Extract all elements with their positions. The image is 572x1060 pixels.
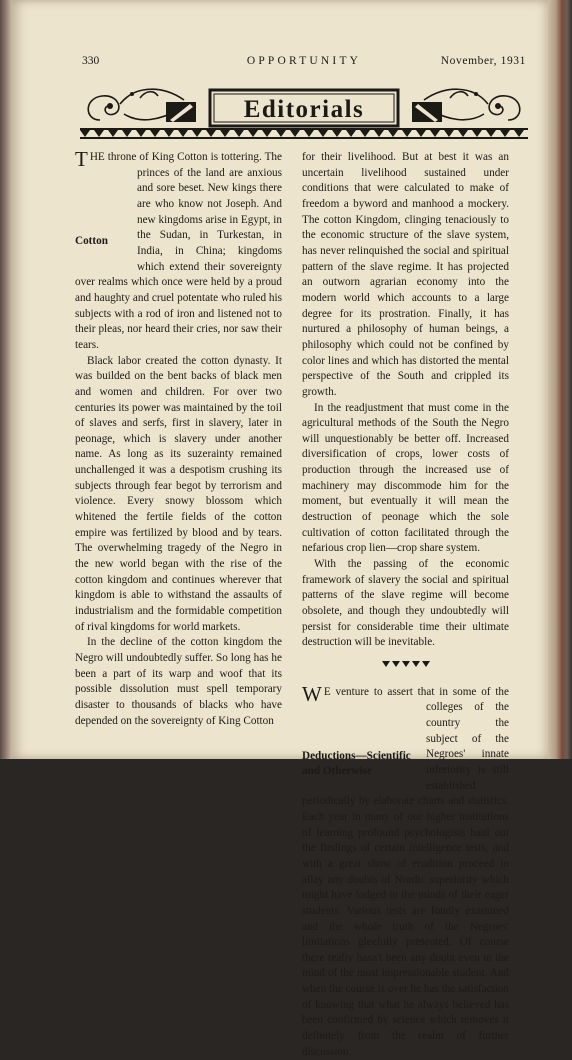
page-edge-right [548, 0, 572, 759]
frieze-triangle [276, 130, 286, 137]
frieze-triangle [346, 130, 356, 137]
frieze-triangle [164, 130, 174, 137]
frieze-triangle [318, 130, 328, 137]
frieze-triangle [150, 130, 160, 137]
frieze-triangle [458, 130, 468, 137]
sidehead-deductions: Deductions—Scientific and Otherwise [302, 749, 411, 778]
deductions-text: E venture to assert that in some of the colleges of the country the subject of the Negroes' innate inferiority is still established periodically by elaborate charts and statistics. Each year in many of our higher institutions of learning profound psychologists haul out the findings of certain intelligence tests, and with a great show of erudition proceed to allay any doubts of Nordic superiority which might have lodged in the minds of their eager students. Various tests are fondly examined and the whole truth of the Negroes' limitations gleefully presented. Of course there really hasn't been any doubt even in the mind of the most impressionable student. And when the course is over he has the satisfaction of knowing that what he always believed has been confirmed by science which removes it definitely from the realm of further discussion. [302, 685, 509, 1058]
editorial-cotton-paragraph-5: With the passing of the economic framework of slavery the social and spiritual patterns of the slave regime will become obsolete, and though they undoubtedly will persist for considerable time their ultimate destruction will be inevitable. [302, 558, 509, 649]
frieze-triangle [486, 130, 496, 137]
frieze-triangle [430, 130, 440, 137]
frieze-triangle [220, 130, 230, 137]
frieze-triangle [122, 130, 132, 137]
triangle-frieze [80, 130, 524, 137]
editorials-banner [80, 80, 528, 140]
editorial-cotton-paragraph-3: In the decline of the cotton kingdom the Negro will undoubtedly suffer. So long has he been a part of its warp and woof that its possible dissolution must spell temporary disaster to thousands of blacks who have depended on the sovereignty of King Cotton [75, 636, 282, 727]
frieze-triangle [416, 130, 426, 137]
frieze-triangle [332, 130, 342, 137]
running-head [82, 54, 526, 68]
frieze-triangle [290, 130, 300, 137]
frieze-triangle [262, 130, 272, 137]
frieze-triangle [360, 130, 370, 137]
issue-date: November, 1931 [440, 55, 526, 67]
column-right [302, 150, 509, 1060]
p1-text: HE throne of King Cotton is tottering. The princes of the land are anxious and sore beset. New kings there are who know not Joseph. And new kingdoms arise in Egypt, in the Sudan, in Turkestan, in India, in China; kingdoms which extend their sovereignty over realms which once were held by a proud and haughty and cruel potentate who ruled his subjects with a rod of iron and listened not to their pleas, nor heard their cries, nor saw their tears. [75, 151, 282, 351]
masthead-title: OPPORTUNITY [246, 55, 362, 67]
magazine-page [12, 0, 548, 1058]
frieze-triangle [234, 130, 244, 137]
sidehead-cotton: Cotton [75, 235, 108, 247]
drop-cap-t: T [75, 147, 88, 171]
divider-triangles-icon [382, 661, 430, 669]
frieze-triangle [178, 130, 188, 137]
frieze-triangle [136, 130, 146, 137]
frieze-triangle [248, 130, 258, 137]
editorial-cotton-paragraph-3-cont: for their livelihood. But at best it was an uncertain livelihood sustained under conditions that were calculated to make of freedom a byword and manhood a mockery. The cotton Kingdom, clinging tenaciously to the economic structure of the slave system, has never relinquished the social and spiritual pattern of the slave regime. It has projected an outworn agrarian economy into the modern world which accounts to a large degree for its prostration. Finally, it has nurtured a philosophy of human beings, a philosophy which could not be confined by color lines and which has distorted the mental perspective of the South and crippled its growth. [302, 151, 509, 398]
frieze-triangle [388, 130, 398, 137]
editorial-cotton-paragraph-1 [75, 147, 282, 354]
frieze-triangle [472, 130, 482, 137]
frieze-triangle [304, 130, 314, 137]
frieze-triangle [444, 130, 454, 137]
drop-cap-w: W [302, 681, 322, 706]
frieze-triangle [514, 130, 524, 137]
column-left [75, 147, 282, 729]
editorial-cotton-paragraph-4: In the readjustment that must come in the agricultural methods of the South the Negro will unquestionably be better off. Increased diversification of crops, lower costs of production through the increased use of machinery may discommode him for the moment, but eventually it will mean the destruction of peonage which the sole cultivation of cotton facilitated through the nefarious crop lien—crop share system. [302, 401, 509, 555]
frieze-triangle [206, 130, 216, 137]
frieze-triangle [108, 130, 118, 137]
frieze-triangle [500, 130, 510, 137]
frieze-triangle [80, 130, 90, 137]
banner-scroll-ornament [80, 80, 528, 140]
frieze-triangle [192, 130, 202, 137]
page-number: 330 [82, 55, 100, 67]
bullet-triangles-divider [302, 659, 509, 675]
frieze-triangle [94, 130, 104, 137]
frieze-triangle [374, 130, 384, 137]
editorial-deductions-paragraph-1 [302, 681, 509, 1060]
frieze-triangle [402, 130, 412, 137]
banner-title: Editorials [243, 96, 365, 123]
editorial-cotton-paragraph-2: Black labor created the cotton dynasty. It was builded on the bent backs of black men and women and children. For over two centuries its power was maintained by the toil of slaves and serfs, first in slavery, later in peonage, which is slavery under another name. As long as its suzerainty remained unchallenged it was a despotism crushing its subjects through fear begot by terrorism and violence. Every snowy blossom which whitened the fertile fields of the cotton empire was fertilized by blood and by tears. The overwhelming tragedy of the Negro in the new world began with the rise of the cotton kingdom and continues wherever that kingdom is able to withstand the assaults of industrialism and the formidable competition of rival kingdoms for world markets. [75, 354, 282, 633]
